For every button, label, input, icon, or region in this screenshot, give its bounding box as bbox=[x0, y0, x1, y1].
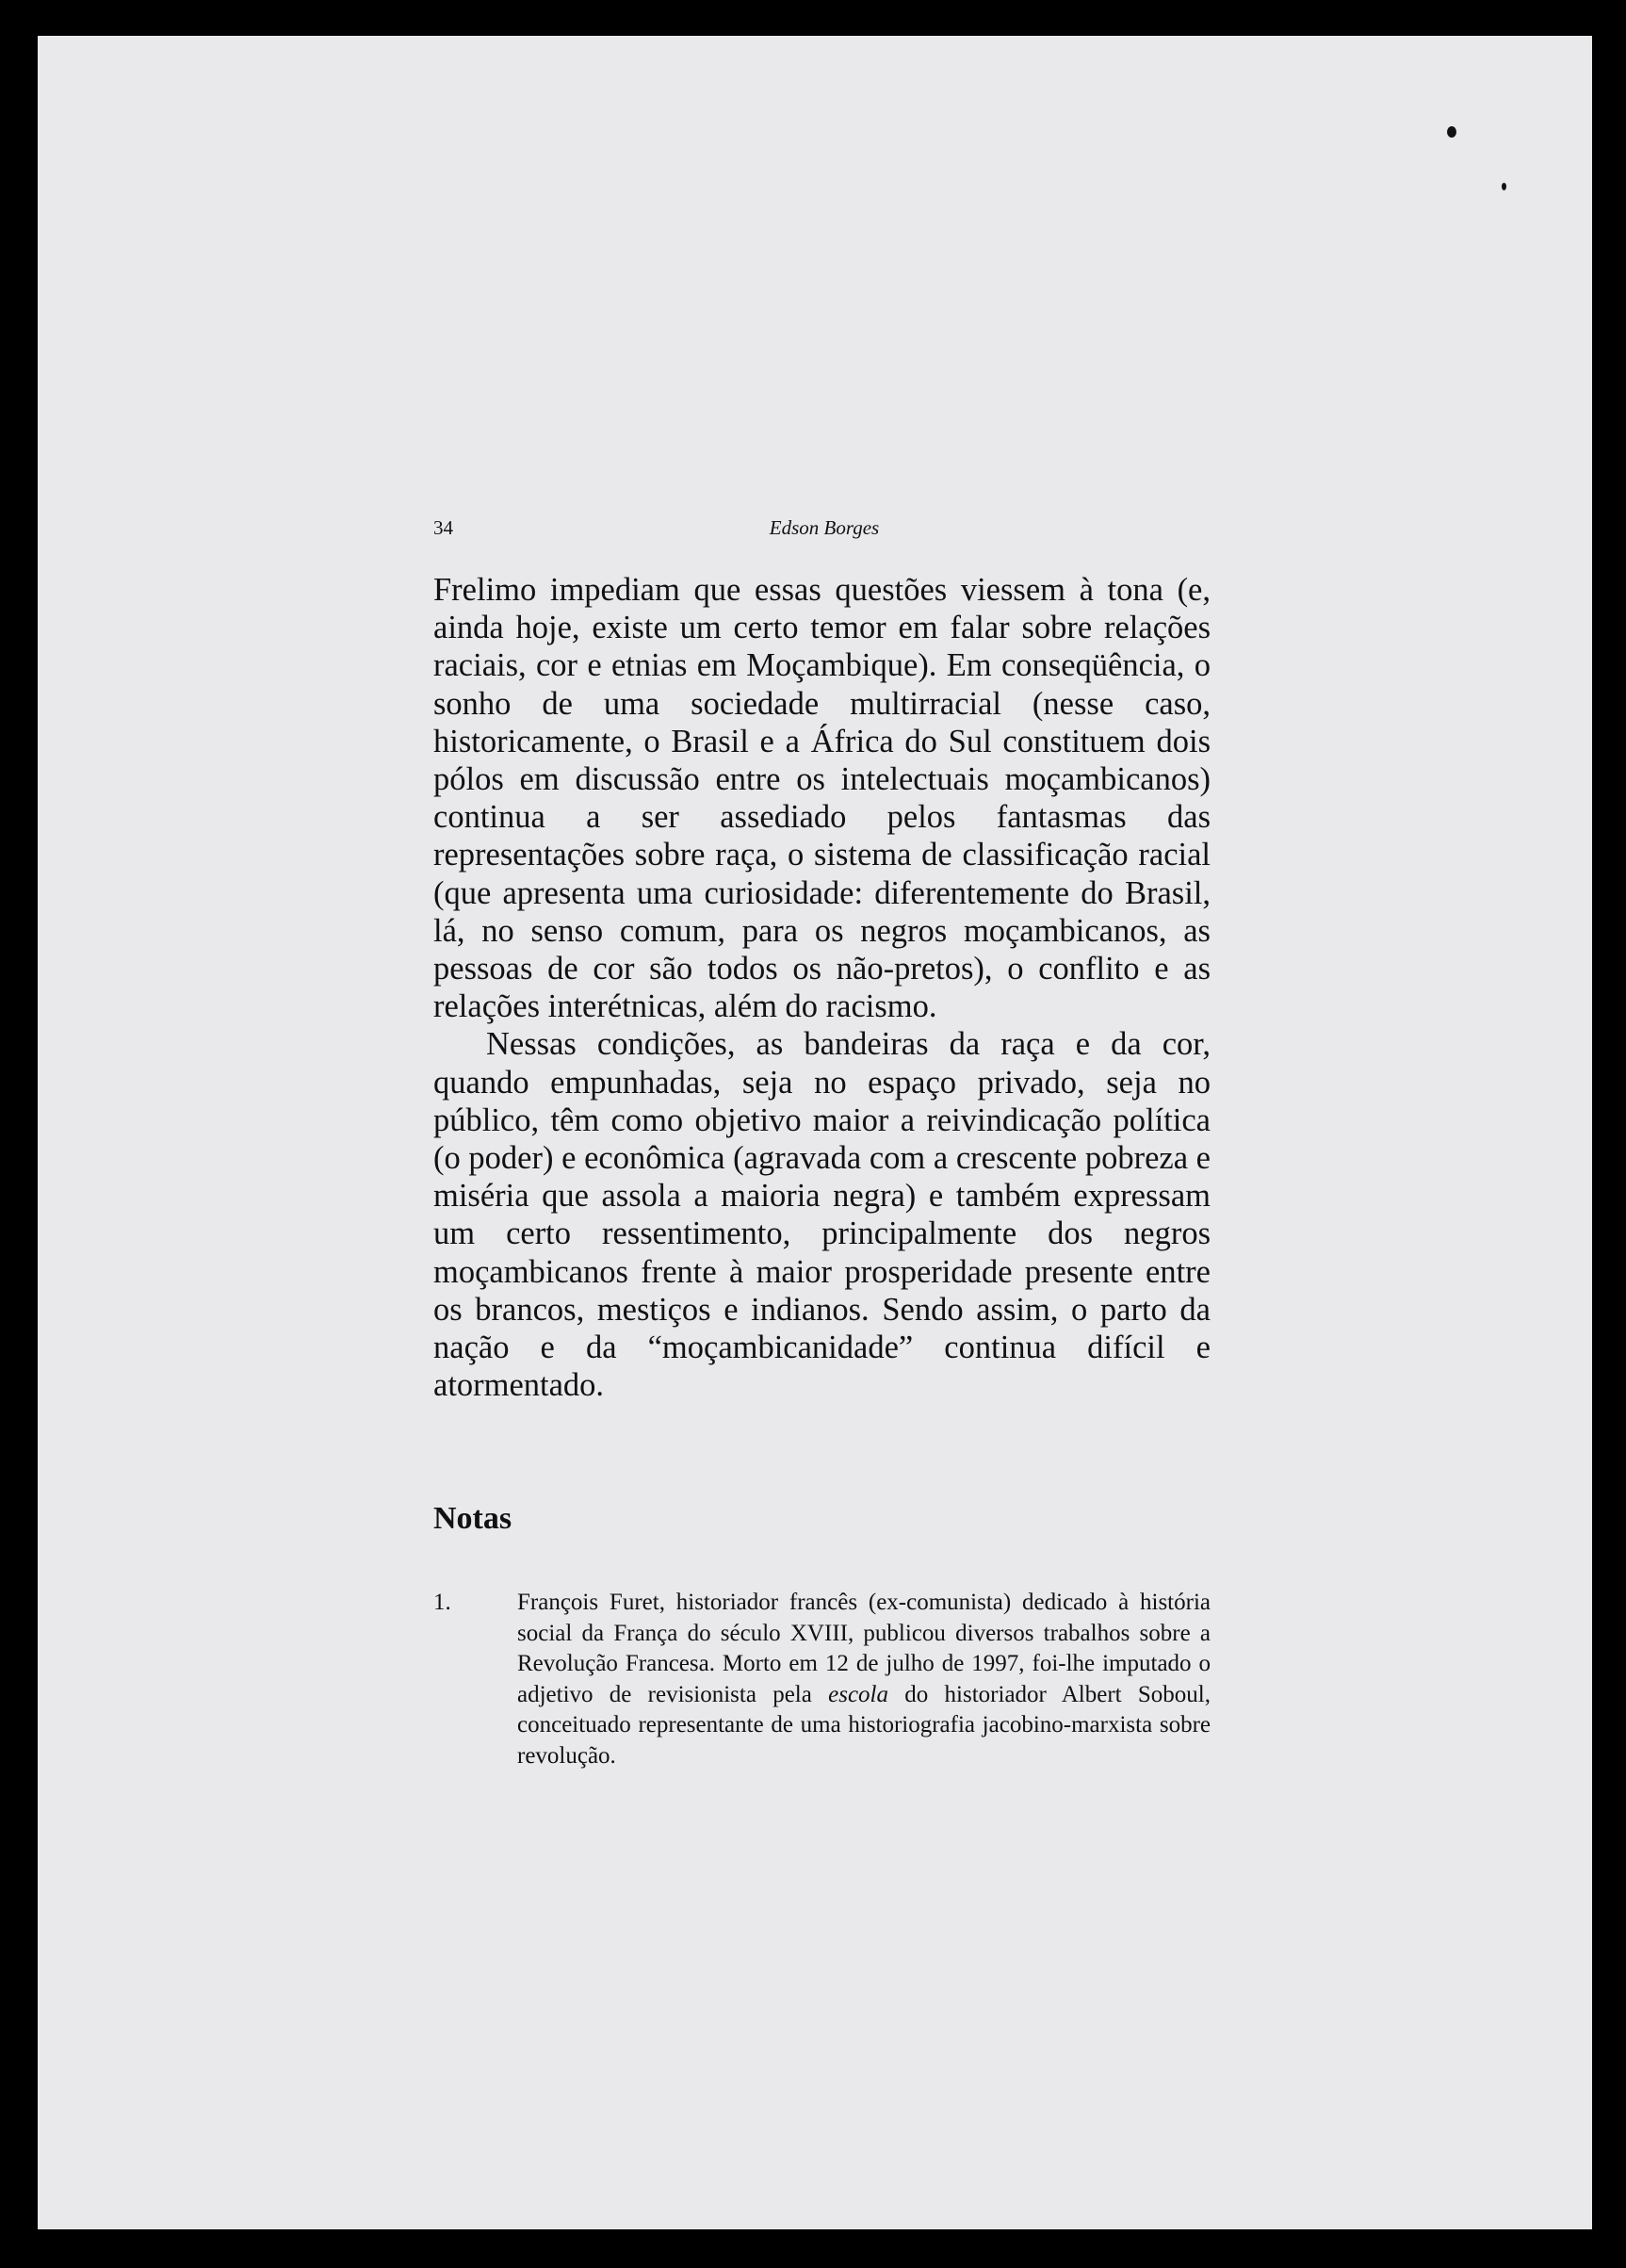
page-number: 34 bbox=[433, 516, 453, 539]
running-author: Edson Borges bbox=[769, 516, 880, 539]
footnote-text-part: François Furet, historiador francês (ex-comunista) dedicado à história social da França do século XVIII, publicou diversos trabalhos sobre a Revolução Francesa. Morto em 12 de julho de 1997, foi-lhe imputado o adjetivo de revisionista pela bbox=[517, 1590, 1211, 1707]
footnote-item bbox=[433, 1588, 1211, 1771]
running-header bbox=[433, 516, 1215, 554]
notes-heading: Notas bbox=[433, 1501, 512, 1536]
ink-speck bbox=[1447, 126, 1456, 138]
body-paragraph: Frelimo impediam que essas questões viessem à tona (e, ainda hoje, existe um certo temor em falar sobre relações raciais, cor e etnias em Moçambique). Em conseqüência, o sonho de uma sociedade multirracial (nesse caso, historicamente, o Brasil e a África do Sul constituem dois pólos em discussão entre os intelectuais moçambicanos) continua a ser assediado pelos fantasmas das representações sobre raça, o sistema de classificação racial (que apresenta uma curiosidade: diferentemente do Brasil, lá, no senso comum, para os negros moçambicanos, as pessoas de cor são todos os não-pretos), o conflito e as relações interétnicas, além do racismo. bbox=[433, 572, 1211, 1025]
body-text bbox=[433, 571, 1211, 1404]
body-paragraph: Nessas condições, as bandeiras da raça e da cor, quando empunhadas, seja no espaço privado, seja no público, têm como objetivo maior a reivindicação política (o poder) e econômica (agravada com a crescente pobreza e miséria que assola a maioria negra) e também expressam um certo ressentimento, principalmente dos negros moçambicanos frente à maior prosperidade presente entre os brancos, mestiços e indianos. Sendo assim, o parto da nação e da “moçambicanidade” continua difícil e atormentado. bbox=[433, 1026, 1211, 1404]
footnote-text bbox=[517, 1588, 1211, 1771]
document-page bbox=[38, 36, 1592, 2229]
footnote-number: 1. bbox=[433, 1590, 451, 1615]
ink-speck bbox=[1502, 183, 1506, 190]
footnote-italic-term: escola bbox=[828, 1681, 888, 1707]
footnote-text-part: do historiador Albert Soboul, conceituado representante de uma historiografia jacobino-marxista sobre revolução. bbox=[517, 1681, 1211, 1769]
